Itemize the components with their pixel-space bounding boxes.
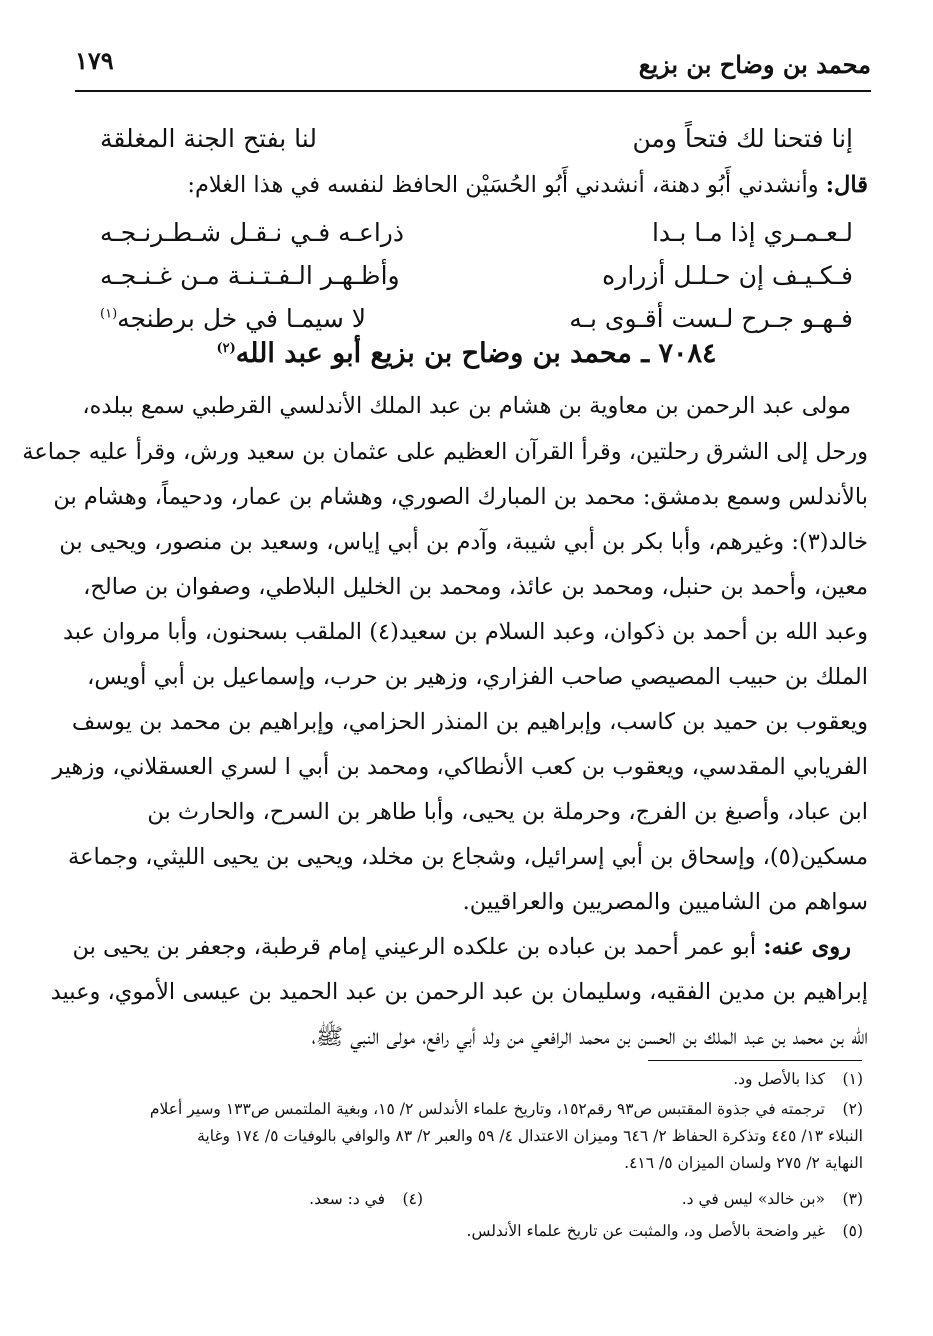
body-line: ابن عباد، وأصبغ بن الفرج، وحرملة بن يحيى، وأبا طاهر بن السرح، والحارث بن [147,799,868,825]
rawa-first: أبو عمر أحمد بن عباده بن علكده الرعيني إمام قرطبة، وجعفر بن يحيى بن [72,934,757,960]
page-number: ١٧٩ [75,46,114,75]
hemistich-right: لـعـمـري إذا مـا بـدا [651,218,853,247]
footnote-number: (٣) [842,1190,863,1208]
verse-row [100,261,853,305]
running-title: محمد بن وضاح بن بزيع [638,50,871,79]
footnote-marker: (٢) [216,341,236,356]
rawa-line: الله بن محمد بن عبد الملك بن الحسن بن محمد الرافعي من ولد أبي رافع، مولى النبي ﷺ، [311,1024,868,1050]
rawa-line: إبراهيم بن مدين الفقيه، وسليمان بن عبد الرحمن بن عبد الحميد بن عيسى الأموي، وعبيد [50,979,868,1005]
entry-title [60,338,873,369]
body-line: خالد(٣): وغيرهم، وأبا بكر بن أبي شيبة، وآدم بن أبي إياس، وسعيد بن منصور، ويحيى بن [59,529,868,555]
hemistich-left: وأظـهـر الـفـتـنـة مـن غـنـجـه [100,261,400,290]
body-line: مسكين(٥)، وإسحاق بن أبي إسرائيل، وشجاع بن مخلد، ويحيى بن يحيى الليثي، وجماعة [68,844,868,870]
rawa-lead: روى عنه: [763,934,851,960]
footnote-text: كذا بالأصل ود. [733,1070,825,1088]
hemistich-left [100,304,366,333]
hemistich-right: إنا فتحنا لك فتحاً ومن [632,124,853,153]
footnote-text: غير واضحة بالأصل ود، والمثبت عن تاريخ علماء الأندلس. [466,1222,825,1240]
body-line: بالأندلس وسمع بدمشق: محمد بن المبارك الصوري، وهشام بن عمار، ودحيماً، وهشام بن [53,484,868,510]
hemistich-left: لنا بفتح الجنة المغلقة [100,124,317,153]
footnote-number: (٢) [842,1100,863,1118]
body-line: معين، وأحمد بن حنبل، ومحمد بن عائذ، ومحمد بن الخليل البلاطي، وصفوان بن صالح، [83,574,868,600]
body-line: ورحل إلى الشرق رحلتين، وقرأ القرآن العظيم على عثمان بن سعيد ورش، وقرأ عليه جماعة [22,439,868,465]
body-line: سواهم من الشاميين والمصريين والعراقيين. [462,889,868,915]
footnote-text: النهاية ٢/ ٢٧٥ ولسان الميزان ٥/ ٤١٦. [624,1154,863,1172]
body-line: الملك بن حبيب المصيصي صاحب الفزاري، وزهير بن حرب، وإسماعيل بن أبي أويس، [87,664,868,690]
hemistich-right: فـكـيـف إن حـلـل أزراره [602,261,853,290]
entry-title-text: ٧٠٨٤ ـ محمد بن وضاح بن بزيع أبو عبد الله [235,338,717,369]
qala-text: وأنشدني أَبُو دهنة، أنشدني أَبُو الحُسَيْن الحافظ لنفسه في هذا الغلام: [187,172,819,198]
footnote-marker: (١) [100,306,118,322]
footnote-text: «بن خالد» ليس في د. [681,1190,825,1208]
page-header [75,42,871,92]
footnote-number: (١) [842,1070,863,1088]
footnote-text: في د: سعد. [309,1190,385,1208]
verse-row [100,124,853,168]
footnote-number: (٤) [402,1190,423,1208]
qala-lead: قال: [825,172,868,198]
hemistich-right: فـهـو جـرح لـست أقـوى بـه [569,304,853,333]
body-line: وعبد الله بن أحمد بن ذكوان، وعبد السلام بن سعيد(٤) الملقب بسحنون، وأبا مروان عبد [62,619,868,645]
body-line: مولى عبد الرحمن بن معاوية بن هشام بن عبد الملك الأندلسي القرطبي سمع ببلده، [82,393,851,419]
footnote-divider [648,1060,862,1061]
hemistich-left: ذراعـه فـي نـقـل شـطـرنـجـه [100,218,404,247]
body-line: الفريابي المقدسي، ويعقوب بن كعب الأنطاكي، ومحمد بن أبي ا لسري العسقلاني، وزهير [52,754,868,780]
rawa-line [62,934,851,960]
verse-row [100,218,853,262]
body-line: ويعقوب بن حميد بن كاسب، وإبراهيم بن المنذر الحزامي، وإبراهيم بن محمد بن يوسف [71,709,868,735]
footnote-number: (٥) [842,1222,863,1240]
footnote-text: ترجمته في جذوة المقتبس ص٩٣ رقم١٥٢، وتاريخ علماء الأندلس ٢/ ١٥، وبغية الملتمس ص١٣٣ وسير أعلام [149,1100,825,1118]
footnote-text: النبلاء ١٣/ ٤٤٥ وتذكرة الحفاظ ٢/ ٦٤٦ وميزان الاعتدال ٤/ ٥٩ والعبر ٢/ ٨٣ والوافي بالوفيات ٥/ ١٧٤ وغاية [197,1127,863,1145]
qala-line [62,172,868,198]
hemistich-text: لا سيمـا في خل برطنجه [117,304,366,333]
